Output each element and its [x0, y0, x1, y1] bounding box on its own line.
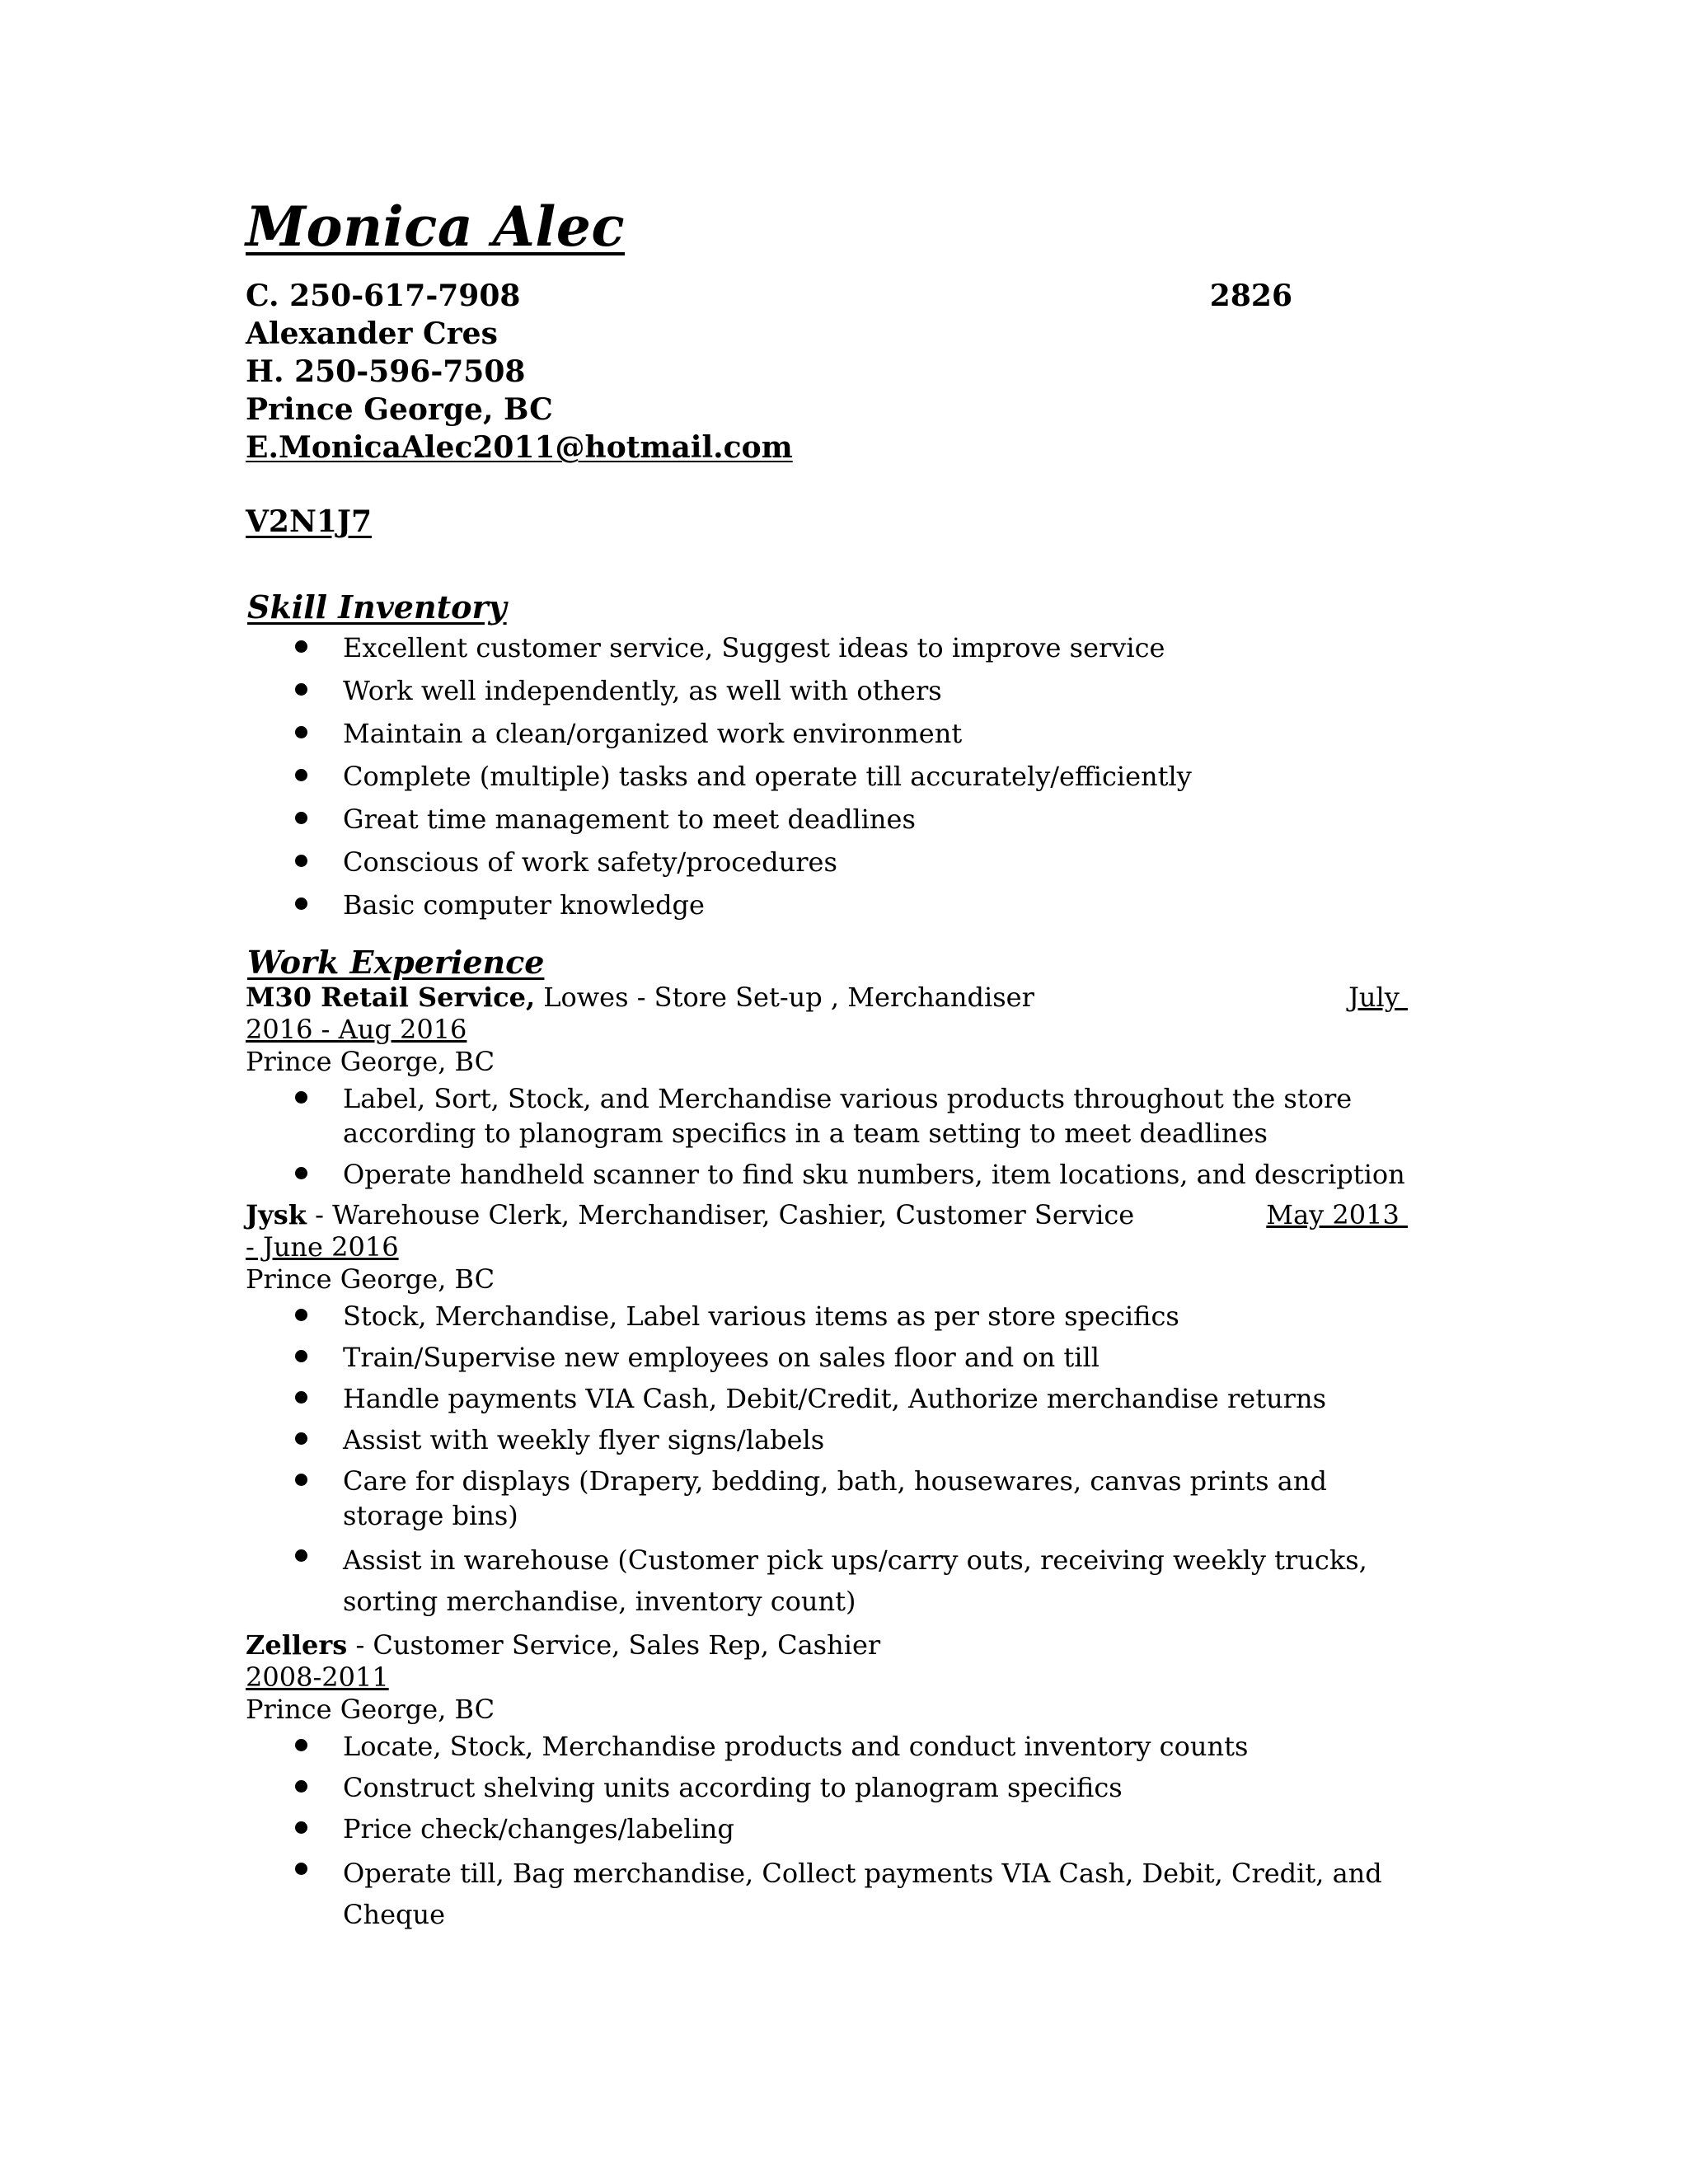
applicant-name: Monica Alec — [246, 194, 626, 259]
job-role: - Customer Service, Sales Rep, Cashier — [347, 1629, 881, 1661]
bullet-icon — [295, 1432, 307, 1445]
list-item: Handle payments VIA Cash, Debit/Credit, Authorize merchandise returns — [246, 1381, 1424, 1416]
duties-list — [246, 1299, 1424, 1622]
bullet-icon — [295, 898, 307, 910]
bullet-icon — [295, 1780, 307, 1793]
bullet-icon — [295, 1739, 307, 1751]
bullet-icon — [295, 1549, 307, 1562]
bullet-icon — [295, 1350, 307, 1362]
list-item: Work well independently, as well with others — [246, 673, 1424, 708]
bullet-icon — [295, 640, 307, 653]
job-date: - June 2016 — [246, 1231, 399, 1263]
duties-list — [246, 1729, 1424, 1935]
home-phone: H. 250-596-7508 — [246, 354, 526, 389]
list-item: Construct shelving units according to planogram specifics — [246, 1770, 1424, 1805]
cell-phone: C. 250-617-7908 — [246, 279, 521, 313]
list-item: Care for displays (Drapery, bedding, bath, housewares, canvas prints and storage bins) — [246, 1464, 1424, 1533]
list-item: Great time management to meet deadlines — [246, 802, 1424, 837]
job-date-start: July — [1348, 982, 1408, 1013]
bullet-icon — [295, 1167, 307, 1179]
bullet-icon — [295, 683, 307, 696]
list-item: Assist in warehouse (Customer pick ups/carry outs, receiving weekly trucks, sorting merchandise, inventory count) — [246, 1540, 1424, 1622]
job-header — [246, 981, 1424, 1014]
city: Prince George, BC — [246, 392, 553, 427]
bullet-icon — [295, 1391, 307, 1404]
job-header — [246, 1198, 1424, 1231]
job-location: Prince George, BC — [246, 1694, 495, 1725]
resume-page — [246, 190, 1424, 1942]
job-location: Prince George, BC — [246, 1263, 495, 1295]
list-item: Conscious of work safety/procedures — [246, 845, 1424, 879]
employer-name: M30 Retail Service, — [246, 982, 536, 1013]
bullet-icon — [295, 855, 307, 867]
list-item: Train/Supervise new employees on sales floor and on till — [246, 1340, 1424, 1375]
street-number: 2826 — [1209, 279, 1292, 313]
email-address: E.MonicaAlec2011@hotmail.com — [246, 430, 793, 465]
skills-heading: Skill Inventory — [247, 588, 507, 626]
experience-heading: Work Experience — [247, 944, 545, 981]
skills-list — [246, 630, 1424, 922]
bullet-icon — [295, 1091, 307, 1104]
postal-code: V2N1J7 — [246, 504, 373, 539]
list-item: Excellent customer service, Suggest ideas to improve service — [246, 630, 1424, 665]
list-item: Assist with weekly flyer signs/labels — [246, 1422, 1424, 1457]
street-name: Alexander Cres — [246, 316, 498, 351]
list-item: Locate, Stock, Merchandise products and conduct inventory counts — [246, 1729, 1424, 1764]
bullet-icon — [295, 812, 307, 824]
bullet-icon — [295, 1821, 307, 1834]
bullet-icon — [295, 726, 307, 738]
job-date: 2008-2011 — [246, 1661, 389, 1693]
employer-name: Jysk — [246, 1199, 307, 1230]
list-item: Stock, Merchandise, Label various items as per store specifics — [246, 1299, 1424, 1333]
bullet-icon — [295, 1474, 307, 1486]
email-row — [246, 429, 1424, 466]
contact-block — [246, 277, 1424, 466]
list-item: Basic computer knowledge — [246, 888, 1424, 922]
job-role: Lowes - Store Set-up , Merchandiser — [535, 982, 1034, 1013]
list-item: Maintain a clean/organized work environment — [246, 716, 1424, 751]
bullet-icon — [295, 1863, 307, 1875]
job-header — [246, 1629, 1424, 1661]
list-item: Price check/changes/labeling — [246, 1811, 1424, 1846]
contact-row-cell — [246, 277, 1424, 315]
list-item: Operate till, Bag merchandise, Collect payments VIA Cash, Debit, Credit, and Cheque — [246, 1853, 1424, 1935]
job-location: Prince George, BC — [246, 1046, 495, 1077]
list-item: Label, Sort, Stock, and Merchandise various products throughout the store according to planogram specifics in a team setting to meet deadlines — [246, 1081, 1424, 1151]
bullet-icon — [295, 769, 307, 781]
list-item: Operate handheld scanner to find sku numbers, item locations, and description — [246, 1157, 1424, 1192]
job-date: 2016 - Aug 2016 — [246, 1014, 467, 1045]
job-date-start: May 2013 — [1266, 1199, 1408, 1230]
duties-list — [246, 1081, 1424, 1192]
list-item: Complete (multiple) tasks and operate till accurately/efficiently — [246, 759, 1424, 794]
job-role: - Warehouse Clerk, Merchandiser, Cashier, Customer Service — [306, 1199, 1135, 1230]
bullet-icon — [295, 1309, 307, 1321]
employer-name: Zellers — [246, 1629, 348, 1661]
